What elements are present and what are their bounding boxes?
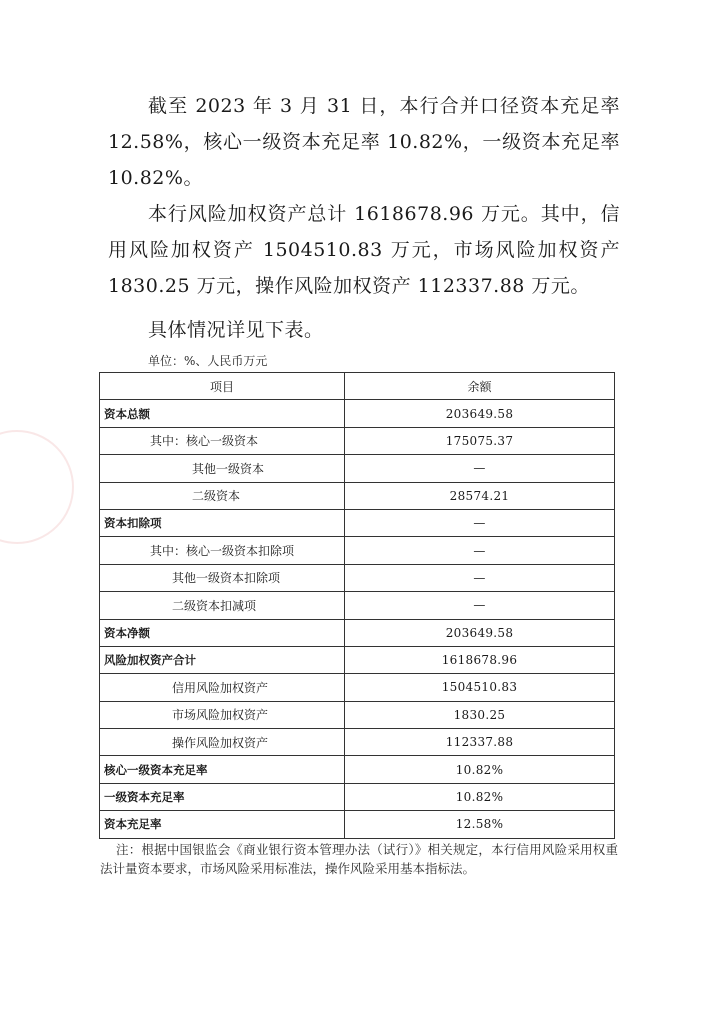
table-row (100, 537, 615, 564)
row-label: 资本扣除项 (100, 509, 345, 536)
table-row (100, 427, 615, 454)
table-row (100, 455, 615, 482)
table-row (100, 509, 615, 536)
row-label: 资本总额 (100, 400, 345, 427)
table-row (100, 729, 615, 756)
table-row (100, 646, 615, 673)
table-footnote: 注：根据中国银监会《商业银行资本管理办法（试行）》相关规定，本行信用风险采用权重法计量资本要求，市场风险采用标准法，操作风险采用基本指标法。 (100, 842, 618, 876)
table-row (100, 482, 615, 509)
table-header-row (100, 373, 615, 400)
paragraph-risk-weighted-assets: 本行风险加权资产总计 1618678.96 万元。其中，信用风险加权资产 1504510.83 万元，市场风险加权资产 1830.25 万元，操作风险加权资产 112337.88 万元。 (108, 203, 620, 297)
row-value: 10.82% (345, 783, 615, 810)
row-value: 10.82% (345, 756, 615, 783)
row-value: 28574.21 (345, 482, 615, 509)
row-value: — (345, 537, 615, 564)
row-label: 二级资本 (100, 482, 345, 509)
header-item: 项目 (100, 373, 345, 400)
row-label: 信用风险加权资产 (100, 674, 345, 701)
row-label: 资本充足率 (100, 811, 345, 838)
row-value: 1504510.83 (345, 674, 615, 701)
row-label: 资本净额 (100, 619, 345, 646)
paragraph-see-table: 具体情况详见下表。 (148, 319, 324, 341)
table-row (100, 783, 615, 810)
capital-adequacy-table (99, 372, 615, 839)
row-value: 175075.37 (345, 427, 615, 454)
row-value: 112337.88 (345, 729, 615, 756)
row-value: 203649.58 (345, 400, 615, 427)
paragraph-capital-ratios: 截至 2023 年 3 月 31 日，本行合并口径资本充足率 12.58%，核心一级资本充足率 10.82%，一级资本充足率 10.82%。 (108, 95, 620, 189)
row-label: 一级资本充足率 (100, 783, 345, 810)
red-seal-stamp (0, 430, 74, 544)
row-label: 其他一级资本扣除项 (100, 564, 345, 591)
table-row (100, 400, 615, 427)
table-row (100, 619, 615, 646)
table-row (100, 811, 615, 838)
row-label: 操作风险加权资产 (100, 729, 345, 756)
row-value: — (345, 564, 615, 591)
row-label: 其中：核心一级资本扣除项 (100, 537, 345, 564)
row-label: 其他一级资本 (100, 455, 345, 482)
row-label: 二级资本扣减项 (100, 592, 345, 619)
table-row (100, 674, 615, 701)
header-balance: 余额 (345, 373, 615, 400)
table-row (100, 592, 615, 619)
table-row (100, 701, 615, 728)
row-value: 1618678.96 (345, 646, 615, 673)
row-label: 风险加权资产合计 (100, 646, 345, 673)
row-label: 其中：核心一级资本 (100, 427, 345, 454)
unit-label: 单位：%、人民币万元 (148, 354, 268, 368)
row-value: 1830.25 (345, 701, 615, 728)
row-value: 12.58% (345, 811, 615, 838)
row-value: — (345, 455, 615, 482)
row-label: 核心一级资本充足率 (100, 756, 345, 783)
row-value: — (345, 509, 615, 536)
row-value: 203649.58 (345, 619, 615, 646)
table-row (100, 564, 615, 591)
row-value: — (345, 592, 615, 619)
row-label: 市场风险加权资产 (100, 701, 345, 728)
table-row (100, 756, 615, 783)
